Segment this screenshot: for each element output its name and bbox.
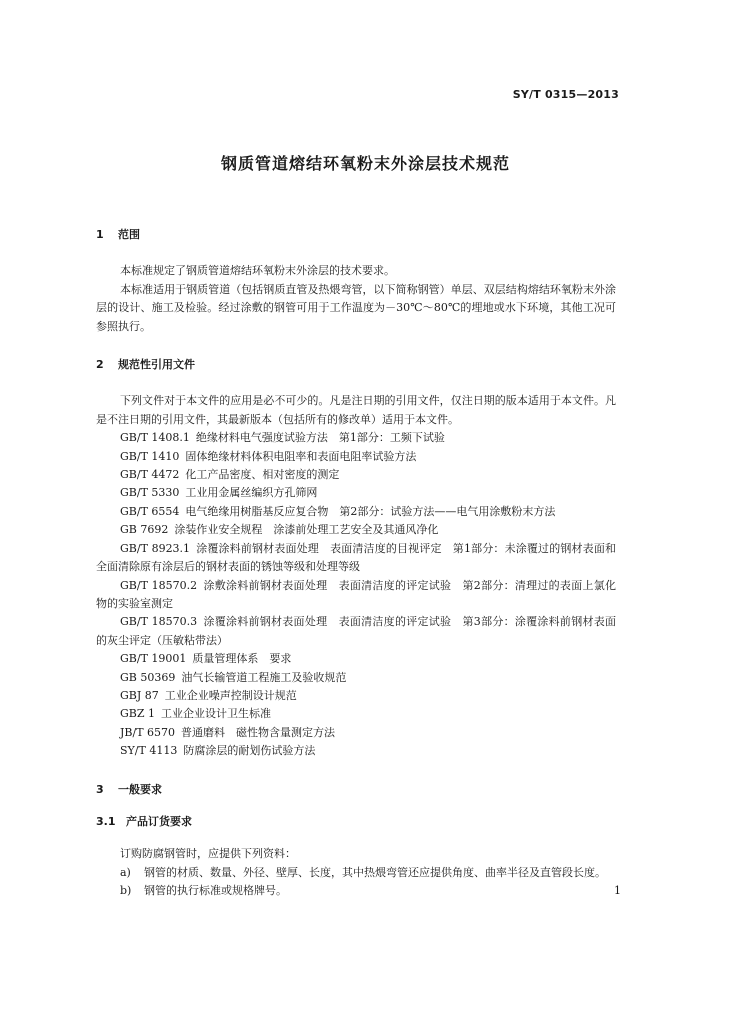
reference-item bbox=[96, 650, 616, 668]
reference-title: 油气长输管道工程施工及验收规范 bbox=[181, 670, 347, 684]
reference-code: GB/T 5330 bbox=[120, 486, 180, 500]
standard-code: SY/T 0315—2013 bbox=[512, 88, 619, 101]
reference-code: GBZ 1 bbox=[120, 707, 156, 721]
reference-title: 普通磨料 磁性物含量测定方法 bbox=[181, 725, 336, 739]
document-title: 钢质管道熔结环氧粉末外涂层技术规范 bbox=[220, 154, 510, 173]
reference-item bbox=[96, 613, 616, 650]
section-1-heading bbox=[96, 226, 616, 244]
list-item bbox=[96, 882, 616, 900]
subsection-title: 产品订货要求 bbox=[126, 814, 192, 828]
reference-title: 质量管理体系 要求 bbox=[192, 652, 292, 666]
reference-title: 化工产品密度、相对密度的测定 bbox=[185, 468, 340, 482]
reference-item bbox=[96, 669, 616, 687]
reference-code: GB/T 4472 bbox=[120, 468, 180, 482]
reference-item bbox=[96, 742, 616, 760]
reference-code: GB/T 6554 bbox=[120, 504, 180, 518]
section-title: 范围 bbox=[118, 228, 140, 241]
section-3-heading bbox=[96, 781, 616, 799]
reference-list bbox=[96, 429, 616, 760]
subsection-intro: 订购防腐钢管时，应提供下列资料： bbox=[120, 847, 296, 861]
document-body bbox=[96, 226, 616, 901]
reference-title: 工业用金属丝编织方孔筛网 bbox=[185, 486, 318, 500]
reference-code: GB/T 19001 bbox=[120, 652, 187, 666]
reference-title: 绝缘材料电气强度试验方法 第1部分：工频下试验 bbox=[195, 431, 445, 445]
section-number: 3 bbox=[96, 782, 104, 796]
reference-item bbox=[96, 484, 616, 502]
reference-item bbox=[96, 724, 616, 742]
reference-item bbox=[96, 521, 616, 539]
reference-code: GB 50369 bbox=[120, 670, 176, 684]
section-number: 1 bbox=[96, 228, 104, 241]
reference-code: GB/T 18570.3 bbox=[120, 615, 198, 629]
reference-code: GB/T 1410 bbox=[120, 449, 180, 463]
reference-title: 电气绝缘用树脂基反应复合物 第2部分：试验方法——电气用涂敷粉末方法 bbox=[185, 504, 556, 518]
reference-item bbox=[96, 540, 616, 577]
reference-code: GB/T 18570.2 bbox=[120, 578, 198, 592]
section-number: 2 bbox=[96, 358, 104, 372]
order-requirements-list bbox=[96, 864, 616, 901]
reference-title: 工业企业设计卫生标准 bbox=[161, 707, 272, 721]
reference-title: 防腐涂层的耐划伤试验方法 bbox=[183, 744, 316, 758]
reference-item bbox=[96, 577, 616, 614]
list-item-text: 钢管的材质、数量、外径、壁厚、长度，其中热煨弯管还应提供角度、曲率半径及直管段长度。 bbox=[144, 865, 606, 879]
section-1-paragraph: 本标准适用于钢质管道（包括钢质直管及热煨弯管，以下简称钢管）单层、双层结构熔结环氧粉末外涂层的设计、施工及检验。经过涂敷的钢管可用于工作温度为－30℃～80℃的埋地或水下环境，其他工况可参照执行。 bbox=[96, 282, 616, 333]
section-title: 规范性引用文件 bbox=[118, 358, 195, 372]
reference-title: 固体绝缘材料体积电阻率和表面电阻率试验方法 bbox=[185, 449, 417, 463]
reference-code: GB 7692 bbox=[120, 523, 169, 537]
reference-item bbox=[96, 429, 616, 447]
reference-item bbox=[96, 448, 616, 466]
reference-title: 涂装作业安全规程 涂漆前处理工艺安全及其通风净化 bbox=[174, 523, 439, 537]
subsection-3-1-heading bbox=[96, 813, 616, 831]
section-1-paragraph: 本标准规定了钢质管道熔结环氧粉末外涂层的技术要求。 bbox=[120, 264, 395, 278]
list-item bbox=[96, 864, 616, 882]
reference-code: GBJ 87 bbox=[120, 688, 159, 702]
reference-title: 涂敷涂料前钢材表面处理 表面清洁度的评定试验 第2部分：清理过的表面上氯化物的实验室测定 bbox=[96, 578, 616, 610]
reference-item bbox=[96, 466, 616, 484]
page-number: 1 bbox=[614, 884, 621, 897]
section-2-intro: 下列文件对于本文件的应用是必不可少的。凡是注日期的引用文件，仅注日期的版本适用于本文件。凡是不注日期的引用文件，其最新版本（包括所有的修改单）适用于本文件。 bbox=[96, 394, 616, 426]
reference-code: JB/T 6570 bbox=[120, 725, 176, 739]
list-marker: b) bbox=[120, 884, 132, 898]
reference-title: 涂覆涂料前钢材表面处理 表面清洁度的评定试验 第3部分：涂覆涂料前钢材表面的灰尘评定（压敏粘带法） bbox=[96, 615, 616, 647]
section-2-heading bbox=[96, 356, 616, 374]
list-marker: a) bbox=[120, 865, 131, 879]
reference-title: 工业企业噪声控制设计规范 bbox=[164, 688, 297, 702]
reference-item bbox=[96, 503, 616, 521]
list-item-text: 钢管的执行标准或规格牌号。 bbox=[144, 884, 287, 898]
reference-title: 涂覆涂料前钢材表面处理 表面清洁度的目视评定 第1部分：未涂覆过的钢材表面和全面清除原有涂层后的钢材表面的锈蚀等级和处理等级 bbox=[96, 541, 616, 574]
reference-code: GB/T 1408.1 bbox=[120, 431, 190, 445]
reference-item bbox=[96, 705, 616, 723]
section-title: 一般要求 bbox=[118, 782, 162, 796]
reference-item bbox=[96, 687, 616, 705]
reference-code: GB/T 8923.1 bbox=[120, 541, 191, 555]
subsection-number: 3.1 bbox=[96, 814, 116, 828]
reference-code: SY/T 4113 bbox=[120, 744, 178, 758]
